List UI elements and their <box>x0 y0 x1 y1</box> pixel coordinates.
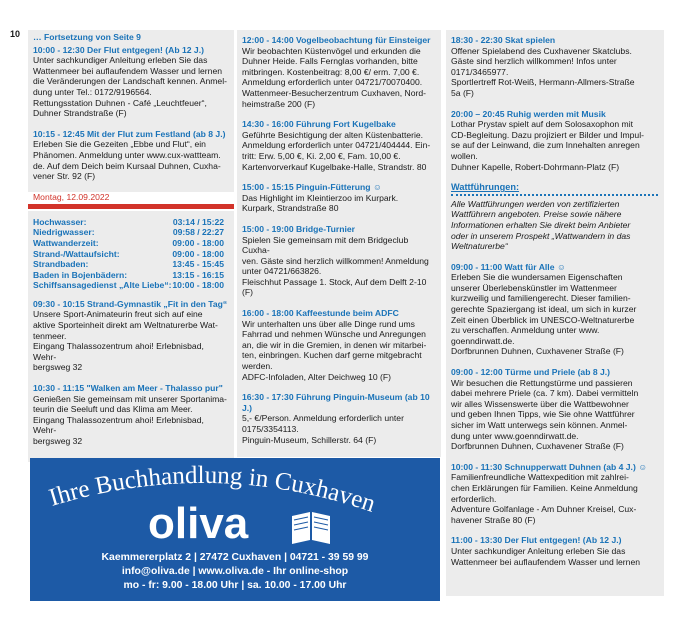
event-text-line: Wir besuchen die Rettungstürme und passieren <box>451 377 633 388</box>
day-label: Montag, 12.09.2022 <box>33 191 110 202</box>
event-text-line: Fleischhut Passage 1. Stock, Auf dem Delft 2-10 (F) <box>242 276 427 298</box>
event-text-line: bergsweg 32 <box>33 362 83 373</box>
intro-line: Informationen erhalten Sie direkt beim Anbieter <box>451 219 631 230</box>
section-title: Wattführungen: <box>451 182 520 193</box>
event-text-line: 5a (F) <box>451 87 474 98</box>
col2-events <box>242 35 435 445</box>
event-text-line: die Veränderungen der Landschaft kennen. Anmel- <box>33 76 227 87</box>
event-item <box>242 308 435 382</box>
tide-value: 13:45 - 15:45 <box>172 259 224 270</box>
event-text-line: Duhner Strandstraße (F) <box>33 108 127 119</box>
event-text-line: Anmeldung erforderlich unter 04721/70070400. <box>242 77 423 88</box>
event-title: 09:00 - 11:00 Watt für Alle ☺ <box>451 261 566 272</box>
event-text-line: Anmeldung erforderlich unter 04721/404444. Ein- <box>242 140 431 151</box>
event-item <box>33 45 228 119</box>
tide-row <box>33 280 228 291</box>
event-text-line: Gäste sind herzlich willkommen! Infos unter <box>451 56 617 67</box>
event-item <box>451 462 658 526</box>
ad-address: Kaemmererplatz 2 | 27472 Cuxhaven | 04721 - 39 59 99 <box>101 552 369 563</box>
event-text-line: Zeit einen Überblick im UNESCO-Weltnaturerbe <box>451 314 635 325</box>
event-text-line: dung unter Tel.: 0172/9196564. <box>33 86 152 97</box>
event-text-line: Genießen Sie gemeinsam mit unserer Sportanima- <box>33 393 227 404</box>
tide-row <box>33 227 228 238</box>
event-item <box>242 119 435 172</box>
event-text-line: werden. <box>242 361 273 372</box>
page-number: 10 <box>10 29 21 39</box>
tide-value: 13:15 - 16:15 <box>172 269 224 280</box>
event-text-line: dung unter www.goenndirwatt.de. <box>451 430 579 441</box>
event-text-line: Erleben Sie die Gezeiten „Ebbe und Flut“, ein <box>33 139 206 150</box>
event-title: 15:00 - 15:15 Pinguin-Fütterung ☺ <box>242 182 382 193</box>
event-text-line: Kartenvorverkauf Kugelbake-Halle, Strandstr. 80 <box>242 161 427 172</box>
event-text-line: kurzweilig und familiengerecht. Dieser familien- <box>451 293 631 304</box>
event-text-line: tenmeer. <box>33 330 67 341</box>
event-text-line: ten, einbringen. Kuchen darf gerne mitgebracht <box>242 350 422 361</box>
event-item <box>33 129 228 182</box>
event-text-line: Fahrrad und nehmen Wünsche und Anregungen <box>242 329 426 340</box>
column-3 <box>446 30 664 596</box>
tide-value: 09:58 / 22:27 <box>172 227 224 238</box>
event-title: 18:30 - 22:30 Skat spielen <box>451 35 556 45</box>
event-text-line: Spielen Sie gemeinsam mit dem Bridgeclub Cuxha- <box>242 234 409 256</box>
col3-events-bottom <box>451 262 658 567</box>
event-text-line: bergsweg 32 <box>33 436 83 446</box>
event-title: 15:00 - 19:00 Bridge-Turnier <box>242 223 356 234</box>
event-text-line: se auf der Leinwand, die zum Innehalten anregen <box>451 140 640 151</box>
event-text-line: Familienfreundliche Wattexpedition mit zahlrei- <box>451 472 629 483</box>
event-text-line: Lothar Prystav spielt auf dem Solosaxophon mit <box>451 119 633 130</box>
event-item <box>242 224 435 298</box>
event-text-line: Adventure Golfanlage - Am Duhner Kreisel, Cux- <box>451 504 637 515</box>
section-divider <box>451 194 658 196</box>
event-text-line: Kurpark, Strandstraße 80 <box>242 203 339 214</box>
event-text-line: Dorfbrunnen Duhnen, Cuxhavener Straße (F) <box>451 346 624 357</box>
section-intro <box>451 199 658 252</box>
event-text-line: Wir unterhalten uns über alle Dinge rund ums <box>242 318 415 329</box>
event-text-line: Duhner Kapelle, Robert-Dohrmann-Platz (F) <box>451 161 620 172</box>
tide-label: Niedrigwasser: <box>33 227 95 238</box>
event-item <box>242 392 435 445</box>
event-title: 09:00 - 12:00 Türme und Priele (ab 8 J.) <box>451 367 611 378</box>
event-text-line: CD-Begleitung. Dazu projiziert er Bilder und Impul- <box>451 129 644 140</box>
event-text-line: Erleben Sie die wundersamen Eigenschaften <box>451 272 623 283</box>
event-item <box>242 35 435 109</box>
event-item <box>33 299 228 373</box>
tide-label: Strand-/Wattaufsicht: <box>33 248 120 259</box>
event-item <box>451 262 658 357</box>
event-text-line: Das Highlight im Kleintierzoo im Kurpark. <box>242 192 399 203</box>
event-text-line: de. Auf dem Deich beim Kursaal Duhnen, Cuxha- <box>33 160 221 171</box>
tide-label: Schiffsansagedienst „Alte Liebe“: <box>33 280 172 291</box>
event-title: 10:00 - 12:30 Der Flut entgegen! (Ab 12 J.) <box>33 44 204 55</box>
tide-label: Strandbaden: <box>33 259 89 270</box>
ad-contact <box>30 551 440 593</box>
ad-web: info@oliva.de | www.oliva.de - Ihr online-shop <box>121 566 349 577</box>
event-item <box>451 109 658 173</box>
intro-line: oder in unserem Prospekt „Wattwandern in das <box>451 230 631 241</box>
event-text-line: Unter sachkundiger Anleitung erleben Sie das <box>451 545 626 556</box>
column-1 <box>28 30 234 462</box>
event-text-line: Geführte Besichtigung der alten Küstenbatterie. <box>242 129 424 140</box>
event-text-line: dabei mehrere Priele (ca. 7 km). Dabei vermitteln <box>451 388 639 399</box>
event-text-line: Wir beobachten Küstenvögel und erkunden die <box>242 45 421 56</box>
event-text-line: gerechte Spaziergang ist ideal, um sich in kurzer <box>451 304 637 315</box>
book-icon <box>292 512 330 544</box>
event-text-line: 0171/3465977. <box>451 66 509 77</box>
event-title: 16:00 - 18:00 Kaffeestunde beim ADFC <box>242 308 399 319</box>
event-item <box>242 182 435 214</box>
ad-hours: mo - fr: 9.00 - 18.00 Uhr | sa. 10.00 - 17.00 Uhr <box>123 580 347 591</box>
tide-table <box>33 217 228 291</box>
day-header <box>28 192 234 211</box>
event-text-line: vener Str. 92 (F) <box>33 171 96 182</box>
event-text-line: Unsere Sport-Animateurin freut sich auf eine <box>33 309 203 320</box>
event-text-line: 0175/3354113. <box>242 424 299 434</box>
tide-value: 09:00 - 18:00 <box>172 237 224 248</box>
event-text-line: Wattenmeer bei auflaufendem Wasser und lernen <box>451 556 641 567</box>
tide-row <box>33 217 228 228</box>
event-text-line: goenndirwatt.de. <box>451 335 515 346</box>
tide-label: Baden in Bojenbädern: <box>33 269 128 280</box>
tide-row <box>33 270 228 281</box>
event-title: 10:00 - 11:30 Schnupperwatt Duhnen (ab 4 J.) ☺ <box>451 461 647 472</box>
event-text-line: wollen. <box>451 150 478 161</box>
event-text-line: Eingang Thalassozentrum ahoi! Erlebnisbad, Wehr- <box>33 414 204 436</box>
event-text-line: ven. Gäste sind herzlich willkommen! Anmeldung <box>242 255 429 266</box>
event-item <box>451 367 658 452</box>
event-text-line: Sportlertreff Rot-Weiß, Hermann-Allmers-Straße <box>451 77 635 88</box>
event-text-line: Offener Spielabend des Cuxhavener Skatclubs. <box>451 45 632 56</box>
event-text-line: unserer Überlebenskünstler im Wattenmeer <box>451 282 617 293</box>
tide-row <box>33 238 228 249</box>
event-text-line: und geben Ihnen Tipps, wie Sie ohne Wattführer <box>451 409 635 420</box>
col1-events-bottom <box>33 299 228 447</box>
event-title: 11:00 - 13:30 Der Flut entgegen! (Ab 12 J.) <box>451 535 622 546</box>
event-text-line: wir alles Wissenswerte über die Wattbewohner <box>451 398 629 409</box>
event-title: 16:30 - 17:30 Führung Pinguin-Museum (ab 10 J.) <box>242 392 430 413</box>
tide-value: 03:14 / 15:22 <box>172 216 224 227</box>
event-text-line: aktive Sporteinheit direkt am Weltnaturerbe Wat- <box>33 320 218 331</box>
event-text-line: havener Straße 80 (F) <box>451 514 536 525</box>
event-text-line: 5,- €/Person. Anmeldung erforderlich unter <box>242 413 404 424</box>
bookshop-ad <box>30 458 440 601</box>
event-text-line: Duhner Heide. Falls Fernglas vorhanden, bitte <box>242 56 418 67</box>
tide-value: 09:00 - 18:00 <box>172 248 224 259</box>
event-text-line: unter 04721/663826. <box>242 266 322 277</box>
event-text-line: Phänomen. Anmeldung unter www.cux-wattteam. <box>33 149 221 160</box>
event-title: 14:30 - 16:00 Führung Fort Kugelbake <box>242 119 396 130</box>
event-title: 10:15 - 12:45 Mit der Flut zum Festland (ab 8 J.) <box>33 128 226 139</box>
col1-events-top <box>33 45 228 182</box>
tide-label: Wattwanderzeit: <box>33 237 99 248</box>
event-text-line: tritt: Erw. 5,00 €, Ki. 2,00 €, Fam. 10,00 €. <box>242 150 401 161</box>
tide-label: Hochwasser: <box>33 216 87 227</box>
event-text-line: Rettungsstation Duhnen - Café „Leuchtfeuer“, <box>33 97 207 108</box>
event-text-line: heimstraße 200 (F) <box>242 98 316 109</box>
event-title: 20:00 – 20:45 Ruhig werden mit Musik <box>451 108 606 119</box>
tide-row <box>33 259 228 270</box>
event-text-line: erforderlich. <box>451 493 497 504</box>
ad-brand: oliva <box>148 499 249 548</box>
event-title: 09:30 - 10:15 Strand-Gymnastik „Fit in den Tag“ <box>33 298 228 309</box>
event-text-line: Dorfbrunnen Duhnen, Cuxhavener Straße (F) <box>451 441 624 452</box>
col3-events-top <box>451 35 658 172</box>
event-text-line: chen Erklärungen für Familien. Keine Anmeldung <box>451 482 638 493</box>
event-item <box>451 535 658 567</box>
event-text-line: zu verschaffen. Anmeldung unter www. <box>451 325 600 336</box>
event-title: 10:30 - 11:15 "Walken am Meer - Thalasso pur" <box>33 383 223 394</box>
event-text-line: ADFC-Infoladen, Alter Deichweg 10 (F) <box>242 371 392 382</box>
event-text-line: Wattenmeer bei auflaufendem Wasser und lernen <box>33 65 223 76</box>
intro-line: Alle Wattführungen werden von zertifizierten <box>451 198 620 209</box>
event-title: 12:00 - 14:00 Vogelbeobachtung für Einsteiger <box>242 35 431 45</box>
continued-label: … Fortsetzung von Seite 9 <box>33 32 141 42</box>
day-divider <box>28 204 234 209</box>
ad-headline: Ihre Buchhandlung in Cuxhaven <box>46 461 379 518</box>
tide-row <box>33 249 228 260</box>
event-text-line: Unter sachkundiger Anleitung erleben Sie das <box>33 55 208 66</box>
event-text-line: sicher im Watt unterwegs sein können. Anmel- <box>451 420 628 430</box>
tide-value: 10:00 - 18:00 <box>172 280 224 291</box>
event-text-line: Pinguin-Museum, Schillerstr. 64 (F) <box>242 434 377 445</box>
event-item <box>451 35 658 99</box>
event-text-line: teurin die Seeluft und das Klima am Meer. <box>33 404 193 415</box>
column-2 <box>237 30 441 457</box>
event-text-line: Eingang Thalassozentrum ahoi! Erlebnisbad, Wehr- <box>33 341 204 362</box>
event-text-line: mitbringen. Kostenbeitrag: 8,00 €/ erm. 7,00 €. <box>242 66 420 77</box>
event-text-line: Wattenmeer-Besucherzentrum Cuxhaven, Nord- <box>242 87 427 98</box>
event-text-line: an, die wir in die Gremien, in denen wir mitarbei- <box>242 339 427 350</box>
intro-line: Wattführern angeboten. Preise sowie nähere <box>451 209 622 220</box>
event-item <box>33 383 228 447</box>
intro-line: Weltnaturerbe“ <box>451 241 508 252</box>
